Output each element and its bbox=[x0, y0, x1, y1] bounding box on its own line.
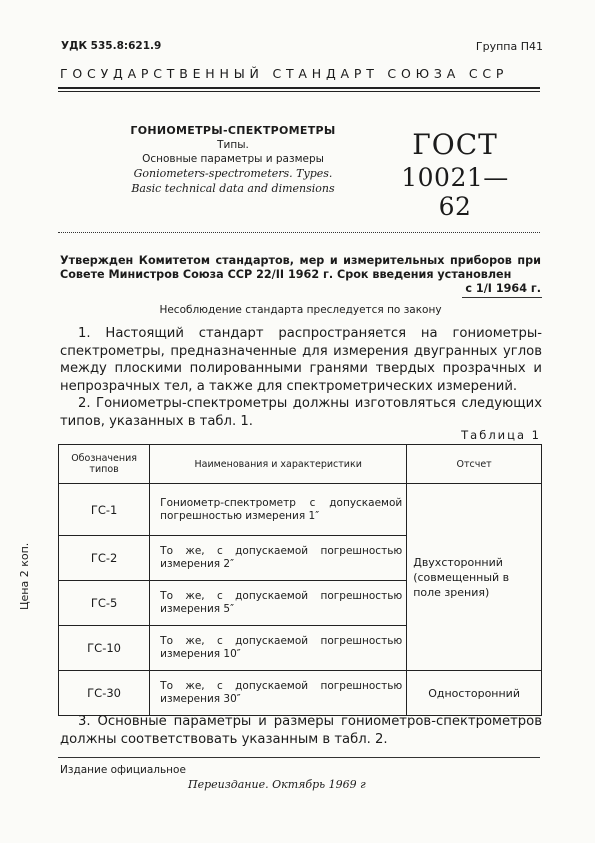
table-row bbox=[59, 484, 542, 536]
gost-number: 10021—62 bbox=[401, 163, 509, 221]
title-types: Типы. bbox=[217, 139, 249, 151]
header-name-characteristics: Наименования и характеристики bbox=[150, 445, 407, 484]
readout-double-cell: Двухсторонний (совмещенный в поле зрения) bbox=[407, 484, 542, 671]
price-note: Цена 2 коп. bbox=[18, 542, 31, 610]
approval-statement: Утвержден Комитетом стандартов, мер и измерительных приборов при Совете Министров Союза ССР 22/II 1962 г. Срок введения установлен bbox=[60, 254, 541, 281]
header-rule-thick bbox=[58, 87, 540, 89]
header-type-designation: Обозначения типов bbox=[59, 445, 150, 484]
noncompliance-notice: Несоблюдение стандарта преследуется по закону bbox=[159, 304, 442, 316]
header-readout: Отсчет bbox=[407, 445, 542, 484]
date-underline bbox=[462, 297, 542, 298]
title-main: ГОНИОМЕТРЫ-СПЕКТРОМЕТРЫ bbox=[130, 124, 336, 137]
group-code: Группа П41 bbox=[475, 40, 543, 53]
section-divider bbox=[58, 232, 540, 233]
official-edition: Издание официальное bbox=[60, 764, 186, 776]
effective-date: с 1/I 1964 г. bbox=[465, 282, 541, 295]
type-cell: ГС-10 bbox=[59, 626, 150, 671]
type-cell: ГС-5 bbox=[59, 581, 150, 626]
title-english-2: Basic technical data and dimensions bbox=[131, 182, 335, 195]
gost-label: ГОСТ bbox=[412, 128, 498, 161]
footer-rule bbox=[58, 757, 540, 758]
document-title-block bbox=[118, 124, 348, 195]
description-cell: То же, с допускаемой погрешностью измерения 10″ bbox=[150, 626, 407, 671]
paragraph-1: 1. Настоящий стандарт распространяется на гониометры-спектрометры, предназначенные для измерения двугранных углов между плоскими полированными гранями твердых прозрачных и непрозрачных тел, а также для спектрометрических измерений. bbox=[60, 326, 542, 394]
description-cell: Гониометр-спектрометр с допускаемой погрешностью измерения 1″ bbox=[150, 484, 407, 536]
type-cell: ГС-1 bbox=[59, 484, 150, 536]
title-params: Основные параметры и размеры bbox=[142, 153, 324, 165]
types-table bbox=[58, 444, 542, 716]
reissue-note: Переиздание. Октябрь 1969 г bbox=[188, 778, 366, 791]
udk-code: УДК 535.8:621.9 bbox=[61, 40, 162, 52]
standard-banner: ГОСУДАРСТВЕННЫЙ СТАНДАРТ СОЮЗА ССР bbox=[60, 66, 509, 81]
description-cell: То же, с допускаемой погрешностью измерения 2″ bbox=[150, 536, 407, 581]
readout-single-cell: Односторонний bbox=[407, 671, 542, 716]
paragraph-3: 3. Основные параметры и размеры гониометров-спектрометров должны соответствовать указанным в табл. 2. bbox=[60, 714, 542, 747]
header-rule-thin bbox=[58, 91, 540, 92]
description-cell: То же, с допускаемой погрешностью измерения 30″ bbox=[150, 671, 407, 716]
table-header-row bbox=[59, 445, 542, 484]
type-cell: ГС-2 bbox=[59, 536, 150, 581]
table-row bbox=[59, 671, 542, 716]
paragraph-2: 2. Гониометры-спектрометры должны изготовляться следующих типов, указанных в табл. 1. bbox=[60, 396, 542, 429]
description-cell: То же, с допускаемой погрешностью измерения 5″ bbox=[150, 581, 407, 626]
title-english-1: Goniometers-spectrometers. Types. bbox=[133, 167, 333, 180]
type-cell: ГС-30 bbox=[59, 671, 150, 716]
table-1-label: Таблица 1 bbox=[461, 428, 541, 442]
